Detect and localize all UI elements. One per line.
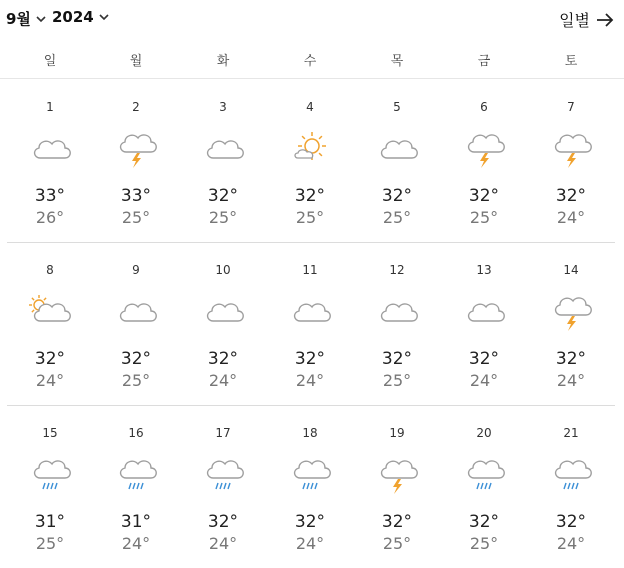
weekday-header-row [0, 38, 624, 79]
day-date: 13 [476, 263, 492, 277]
low-temp: 24° [208, 371, 238, 390]
weekday-label: 금 [477, 54, 491, 69]
day-date: 2 [132, 100, 140, 114]
high-temp: 31° [34, 512, 66, 532]
day-cell[interactable] [93, 80, 179, 242]
high-temp: 32° [381, 512, 413, 532]
weekday-label: 수 [303, 54, 317, 69]
high-temp: 32° [468, 512, 500, 532]
daily-view-link[interactable] [559, 8, 614, 31]
weekday-label: 화 [216, 54, 230, 69]
thunderstorm-icon [114, 128, 158, 168]
low-temp: 24° [469, 371, 499, 390]
low-temp: 25° [121, 371, 151, 390]
weekday-label: 일 [43, 54, 57, 69]
day-cell[interactable] [267, 243, 353, 405]
arrow-right-icon [596, 12, 614, 28]
low-temp: 26° [35, 208, 65, 227]
day-date: 21 [563, 426, 579, 440]
thunderstorm-icon [375, 454, 419, 494]
day-cell[interactable] [528, 243, 614, 405]
high-temp: 32° [555, 349, 587, 369]
high-temp: 32° [207, 349, 239, 369]
day-cell[interactable] [180, 406, 266, 568]
day-cell[interactable] [354, 80, 440, 242]
weekday-label: 월 [129, 54, 143, 69]
weekday-label: 토 [564, 54, 578, 69]
low-temp: 24° [295, 371, 325, 390]
cloud-icon [201, 128, 245, 168]
day-cell[interactable] [7, 406, 93, 568]
day-date: 17 [215, 426, 231, 440]
rain-icon [549, 454, 593, 494]
day-cell[interactable] [528, 406, 614, 568]
day-date: 9 [132, 263, 140, 277]
day-cell[interactable] [180, 243, 266, 405]
low-temp: 25° [382, 371, 412, 390]
low-temp: 25° [469, 208, 499, 227]
year-label: 2024 [52, 8, 94, 26]
low-temp: 24° [208, 534, 238, 553]
day-cell[interactable] [441, 80, 527, 242]
day-date: 7 [567, 100, 575, 114]
low-temp: 24° [556, 371, 586, 390]
day-cell[interactable] [354, 406, 440, 568]
day-date: 8 [46, 263, 54, 277]
day-cell[interactable] [441, 243, 527, 405]
month-select[interactable] [6, 8, 47, 29]
high-temp: 33° [34, 186, 66, 206]
day-cell[interactable] [441, 406, 527, 568]
day-date: 10 [215, 263, 231, 277]
day-cell[interactable] [93, 243, 179, 405]
day-date: 11 [302, 263, 318, 277]
cloud-icon [28, 128, 72, 168]
cloud-icon [114, 291, 158, 331]
high-temp: 31° [120, 512, 152, 532]
rain-icon [201, 454, 245, 494]
day-date: 3 [219, 100, 227, 114]
rain-icon [114, 454, 158, 494]
cloud-icon [462, 291, 506, 331]
high-temp: 32° [120, 349, 152, 369]
year-select[interactable] [52, 8, 110, 26]
chevron-down-icon [35, 13, 47, 25]
calendar-grid [7, 80, 615, 568]
day-cell[interactable] [180, 80, 266, 242]
low-temp: 24° [556, 534, 586, 553]
high-temp: 32° [294, 186, 326, 206]
day-date: 20 [476, 426, 492, 440]
day-date: 12 [389, 263, 405, 277]
high-temp: 33° [120, 186, 152, 206]
cloud-icon [375, 128, 419, 168]
day-cell[interactable] [7, 80, 93, 242]
low-temp: 24° [121, 534, 151, 553]
day-cell[interactable] [7, 243, 93, 405]
sunny-cloud-icon [288, 128, 332, 168]
cloud-icon [288, 291, 332, 331]
high-temp: 32° [294, 512, 326, 532]
thunderstorm-icon [549, 128, 593, 168]
day-date: 19 [389, 426, 405, 440]
day-cell[interactable] [528, 80, 614, 242]
calendar-header [0, 0, 624, 38]
high-temp: 32° [207, 186, 239, 206]
low-temp: 25° [295, 208, 325, 227]
day-cell[interactable] [93, 406, 179, 568]
low-temp: 24° [35, 371, 65, 390]
day-date: 16 [128, 426, 144, 440]
day-date: 6 [480, 100, 488, 114]
high-temp: 32° [555, 512, 587, 532]
high-temp: 32° [381, 349, 413, 369]
low-temp: 25° [469, 534, 499, 553]
cloud-icon [201, 291, 245, 331]
day-date: 5 [393, 100, 401, 114]
low-temp: 25° [208, 208, 238, 227]
low-temp: 24° [295, 534, 325, 553]
day-date: 14 [563, 263, 579, 277]
low-temp: 25° [382, 534, 412, 553]
thunderstorm-icon [462, 128, 506, 168]
high-temp: 32° [555, 186, 587, 206]
daily-view-label: 일별 [559, 11, 590, 30]
high-temp: 32° [34, 349, 66, 369]
day-date: 4 [306, 100, 314, 114]
day-cell[interactable] [267, 80, 353, 242]
week-row [7, 243, 615, 406]
day-date: 1 [46, 100, 54, 114]
rain-icon [288, 454, 332, 494]
thunderstorm-icon [549, 291, 593, 331]
chevron-down-icon [98, 11, 110, 23]
day-cell[interactable] [354, 243, 440, 405]
rain-icon [462, 454, 506, 494]
partly-cloudy-icon [28, 291, 72, 331]
low-temp: 24° [556, 208, 586, 227]
month-label: 9월 [6, 10, 31, 28]
day-cell[interactable] [267, 406, 353, 568]
week-row [7, 80, 615, 243]
high-temp: 32° [468, 349, 500, 369]
cloud-icon [375, 291, 419, 331]
rain-icon [28, 454, 72, 494]
low-temp: 25° [121, 208, 151, 227]
day-date: 18 [302, 426, 318, 440]
week-row [7, 406, 615, 568]
high-temp: 32° [207, 512, 239, 532]
high-temp: 32° [294, 349, 326, 369]
low-temp: 25° [382, 208, 412, 227]
weekday-label: 목 [390, 54, 404, 69]
low-temp: 25° [35, 534, 65, 553]
high-temp: 32° [381, 186, 413, 206]
high-temp: 32° [468, 186, 500, 206]
day-date: 15 [42, 426, 58, 440]
